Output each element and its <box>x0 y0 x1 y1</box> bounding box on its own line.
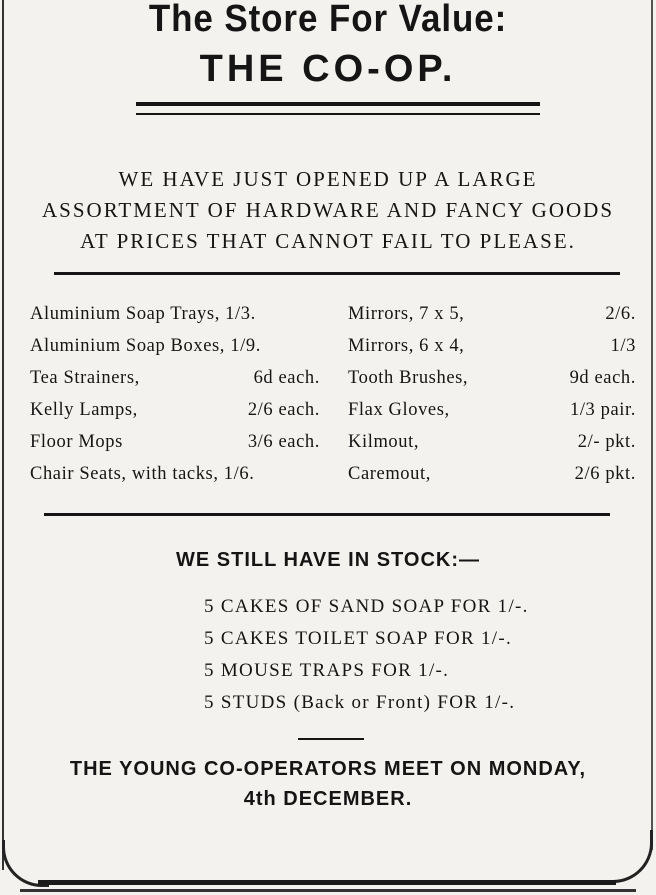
item-price: 1/3 <box>610 336 636 356</box>
item-name: Floor Mops <box>30 432 123 452</box>
item-name: Tooth Brushes, <box>348 368 469 388</box>
section-divider-top <box>54 272 620 275</box>
item-name: Tea Strainers, <box>30 368 140 388</box>
item-name: Kelly Lamps, <box>30 400 138 420</box>
meeting-notice: THE YOUNG CO-OPERATORS MEET ON MONDAY, <box>69 758 587 780</box>
stock-item: 5 STUDS (Back or Front) FOR 1/-. <box>204 692 516 713</box>
item-price: 6d each. <box>253 368 320 388</box>
title-rule-thin <box>136 113 540 115</box>
item-price: 2/- pkt. <box>577 432 636 452</box>
item-price: 2/6 pkt. <box>574 464 636 484</box>
stock-item: 5 MOUSE TRAPS FOR 1/-. <box>204 660 450 681</box>
item-name: Chair Seats, with tacks, 1/6. <box>30 464 255 484</box>
item-name: Caremout, <box>348 464 431 484</box>
item-price: 2/6. <box>605 304 636 324</box>
headline: The Store For Value: <box>148 0 508 40</box>
item-name: Flax Gloves, <box>348 400 450 420</box>
intro-paragraph: WE HAVE JUST OPENED UP A LARGE ASSORTMENT OF HARDWARE AND FANCY GOODS AT PRICES THAT CANNOT FAIL TO PLEASE. <box>42 167 614 253</box>
stock-item: 5 CAKES OF SAND SOAP FOR 1/-. <box>204 596 529 617</box>
item-price: 3/6 each. <box>247 432 320 452</box>
stock-heading: WE STILL HAVE IN STOCK:— <box>175 549 480 571</box>
item-name: Kilmout, <box>348 432 420 452</box>
section-divider-bottom <box>44 513 610 516</box>
frame-corner-bottom-right <box>606 830 653 883</box>
short-divider <box>298 738 364 740</box>
item-name: Aluminium Soap Trays, 1/3. <box>30 304 256 324</box>
title-rule-thick <box>136 102 540 106</box>
item-name: Mirrors, 6 x 4, <box>348 336 465 356</box>
store-name: THE CO-OP. <box>199 48 457 90</box>
item-name: Aluminium Soap Boxes, 1/9. <box>30 336 261 356</box>
item-price: 2/6 each. <box>247 400 320 420</box>
item-price: 9d each. <box>569 368 636 388</box>
frame-left-border <box>2 0 4 870</box>
item-price: 1/3 pair. <box>569 400 636 420</box>
meeting-date: 4th DECEMBER. <box>243 788 413 810</box>
frame-right-border <box>651 0 653 850</box>
item-name: Mirrors, 7 x 5, <box>348 304 465 324</box>
frame-bottom-rule <box>38 880 616 885</box>
stock-item: 5 CAKES TOILET SOAP FOR 1/-. <box>204 628 513 649</box>
frame-bottom-rule-outer <box>20 889 636 892</box>
